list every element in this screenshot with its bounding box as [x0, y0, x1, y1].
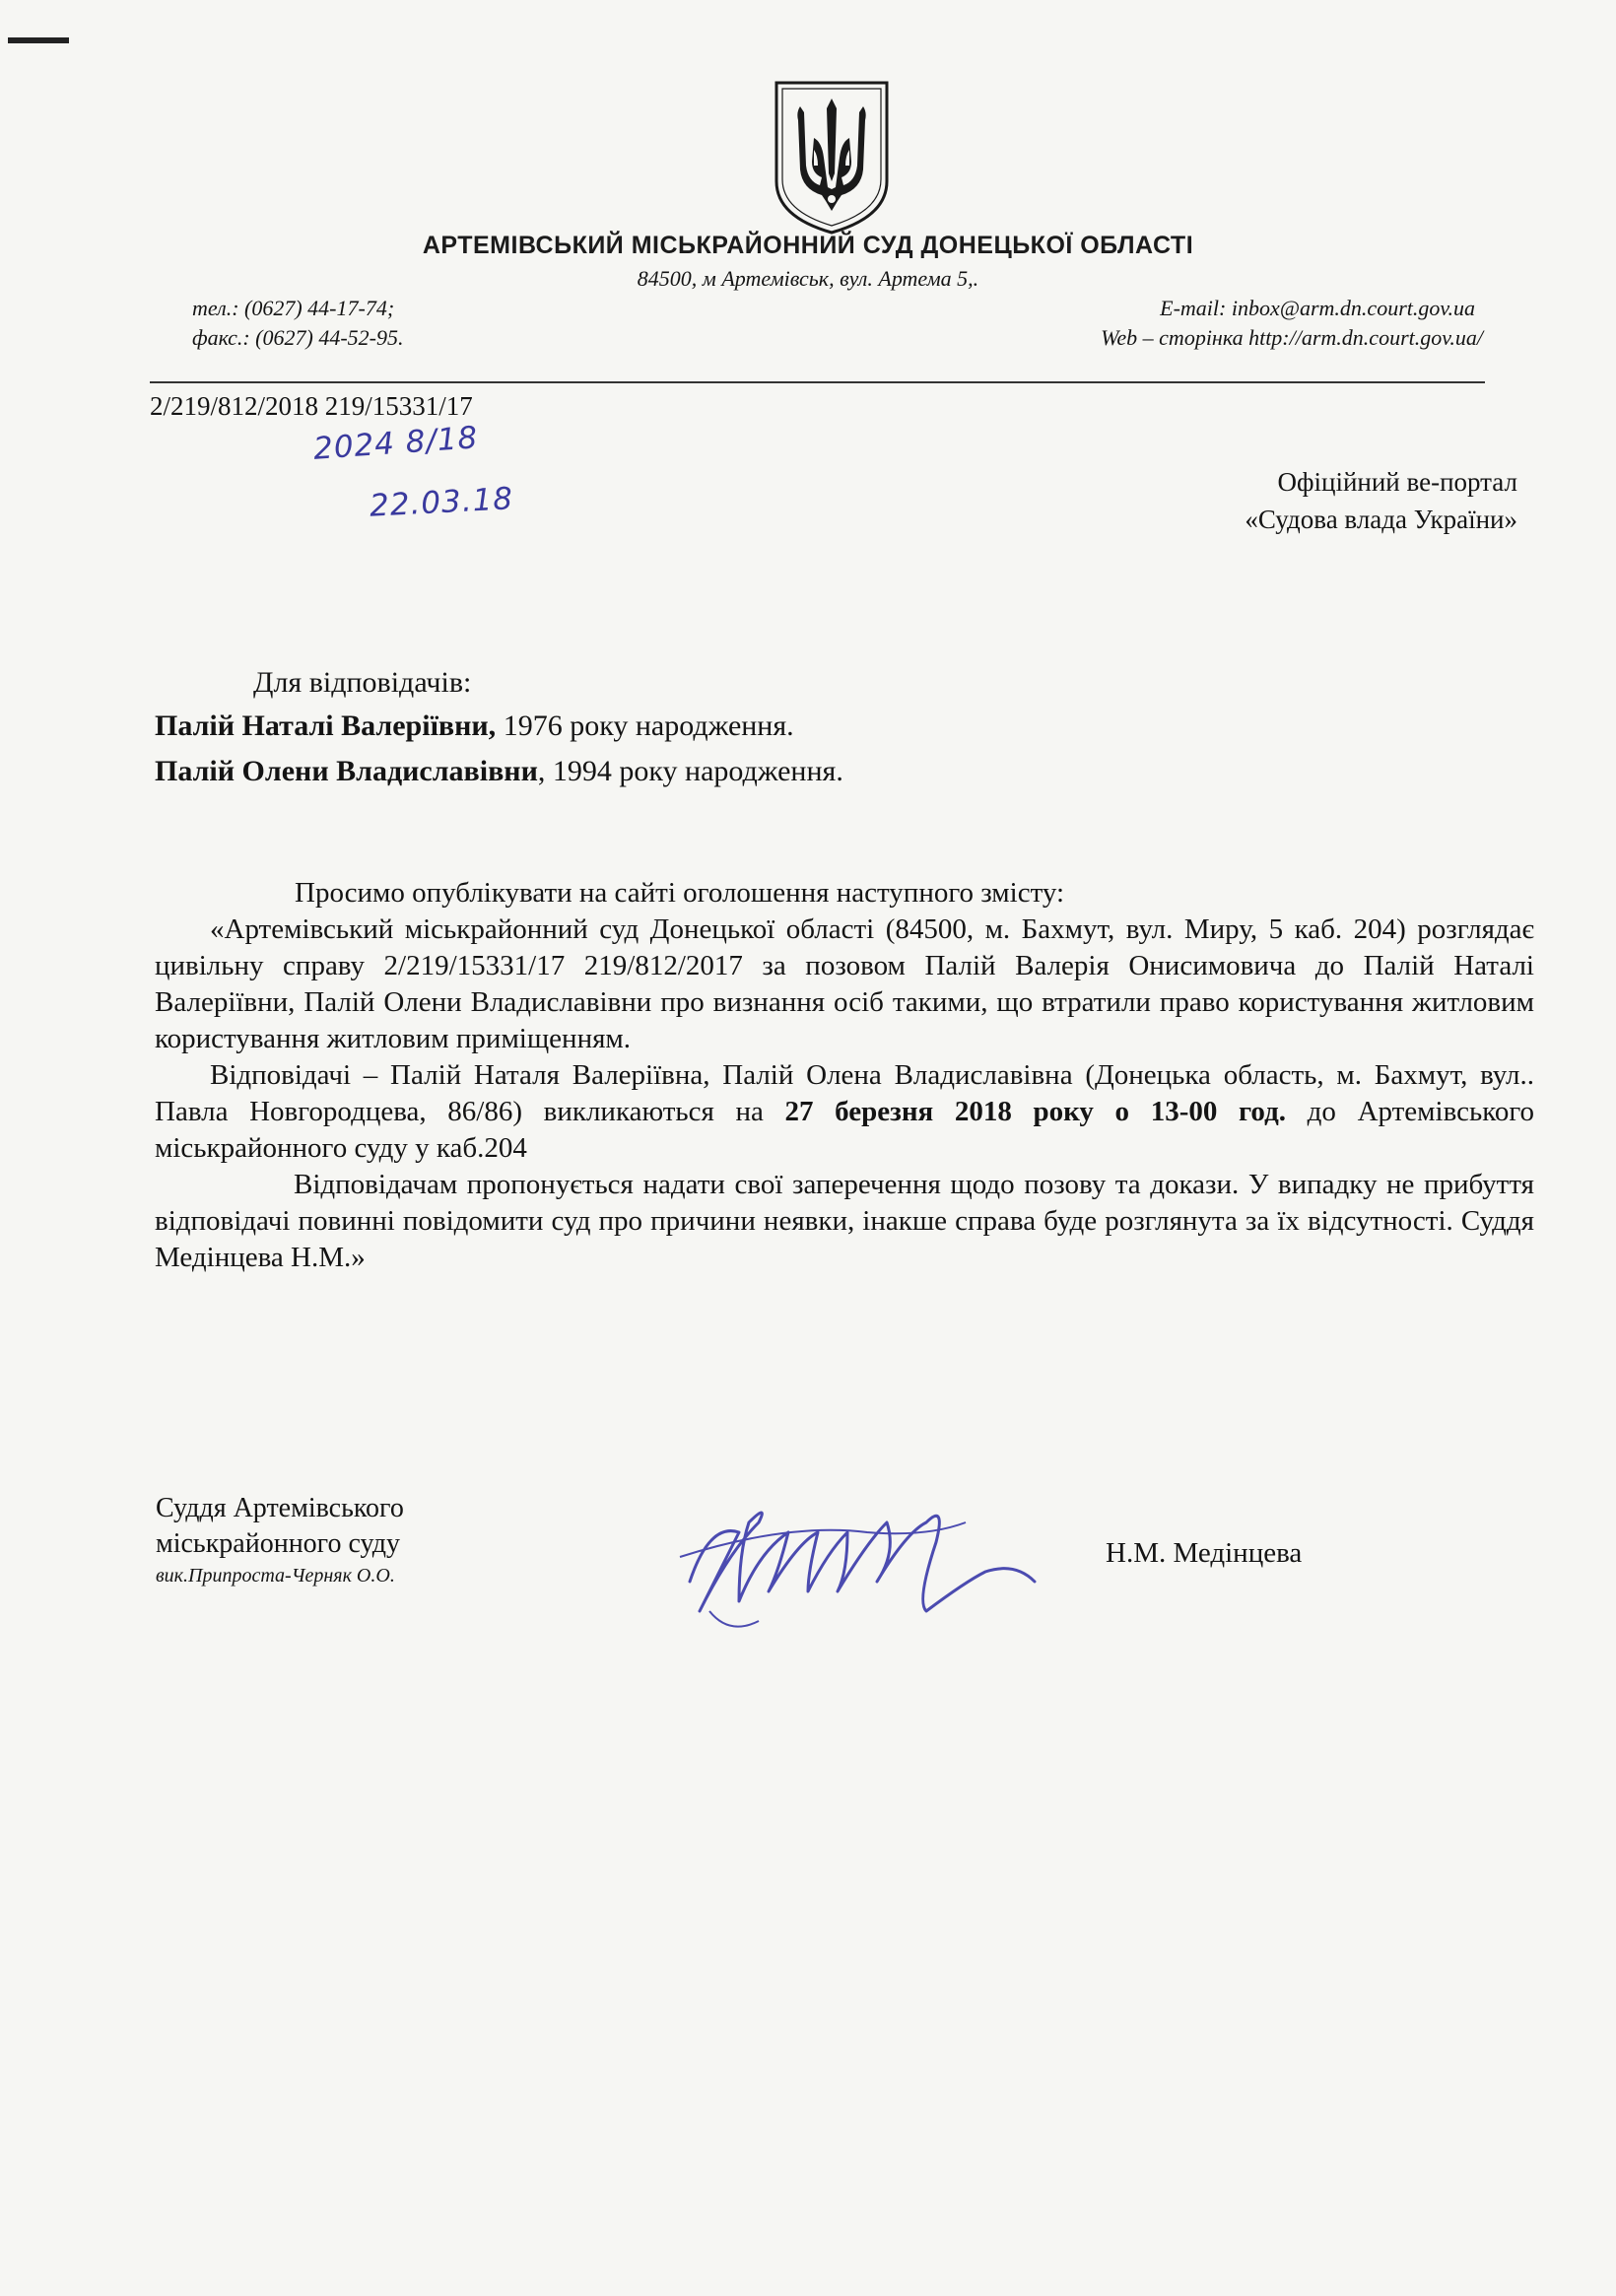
- judge-name: Н.М. Медінцева: [1106, 1537, 1303, 1569]
- web-address: Web – сторінка http://arm.dn.court.gov.ua/: [1101, 325, 1483, 350]
- court-address: 84500, м Артемівськ, вул. Артема 5,.: [637, 266, 979, 291]
- fax-number: факс.: (0627) 44-52-95.: [192, 325, 404, 350]
- publication-request: Просимо опублікувати на сайті оголошення наступного змісту:: [295, 877, 1065, 909]
- header-divider: [150, 381, 1485, 383]
- case-reference: 2/219/812/2018 219/15331/17: [150, 391, 473, 421]
- executor-name: вик.Припроста-Черняк О.О.: [156, 1565, 395, 1587]
- coat-of-arms-icon: [771, 79, 893, 236]
- announcement-paragraph-1: «Артемівський міськрайонний суд Донецької області (84500, м. Бахмут, вул. Миру, 5 каб. 204) розглядає цивільну справу 2/219/15331/17 219/812/2017 за позовом Палій Валерія Онисимовича до Палій Наталі Валеріївни, Палій Олени Владиславівни про визнання осіб такими, що втратили право користування житловим користування житловим приміщенням.: [155, 913, 1534, 1054]
- signatory-title-2: міськрайонного суду: [156, 1528, 401, 1559]
- handwritten-registration: 2024 8/18: [311, 420, 480, 467]
- handwritten-date: 22.03.18: [369, 481, 514, 524]
- announcement-body: [155, 875, 1534, 1276]
- addressee-1-details: 1976 року народження.: [496, 709, 794, 742]
- recipient-block: [1245, 463, 1517, 538]
- handwritten-signature: [670, 1463, 1044, 1660]
- hearing-datetime: 27 березня 2018 року о 13-00 год.: [784, 1096, 1287, 1127]
- phone-number: тел.: (0627) 44-17-74;: [192, 296, 395, 320]
- addressee-2-name: Палій Олени Владиславівни: [155, 755, 538, 787]
- announcement-paragraph-3: Відповідачам пропонується надати свої заперечення щодо позову та докази. У випадку не прибуття відповідачі повинні повідомити суд про причини неявки, інакше справа буде розглянута за їх відсутності. Суддя Медінцева Н.М.»: [155, 1169, 1534, 1273]
- recipient-line-1: Офіційний ве-портал: [1277, 467, 1517, 497]
- court-name: АРТЕМІВСЬКИЙ МІСЬКРАЙОННИЙ СУД ДОНЕЦЬКОЇ ОБЛАСТІ: [422, 232, 1194, 259]
- addressee-2: [155, 755, 843, 788]
- signatory-title-1: Суддя Артемівського: [156, 1493, 404, 1523]
- signatory-block: [156, 1491, 404, 1589]
- announcement-paragraph-2: Відповідачі – Палій Наталя Валеріївна, Палій Олена Владиславівна (Донецька область, м. Бахмут, вул.. Павла Новгородцева, 86/86) викликаються на 27 березня 2018 року о 13-00 год. до Артемівського міськрайонного суду у каб.204: [155, 1059, 1534, 1164]
- addressee-1-name: Палій Наталі Валеріївни,: [155, 709, 497, 742]
- recipient-line-2: «Судова влада України»: [1245, 505, 1517, 534]
- addressees-intro: Для відповідачів:: [253, 666, 472, 699]
- addressee-2-details: , 1994 року народження.: [537, 755, 843, 787]
- addressee-1: [155, 709, 794, 743]
- email-address: E-mail: inbox@arm.dn.court.gov.ua: [1160, 296, 1475, 320]
- corner-mark: [8, 37, 69, 43]
